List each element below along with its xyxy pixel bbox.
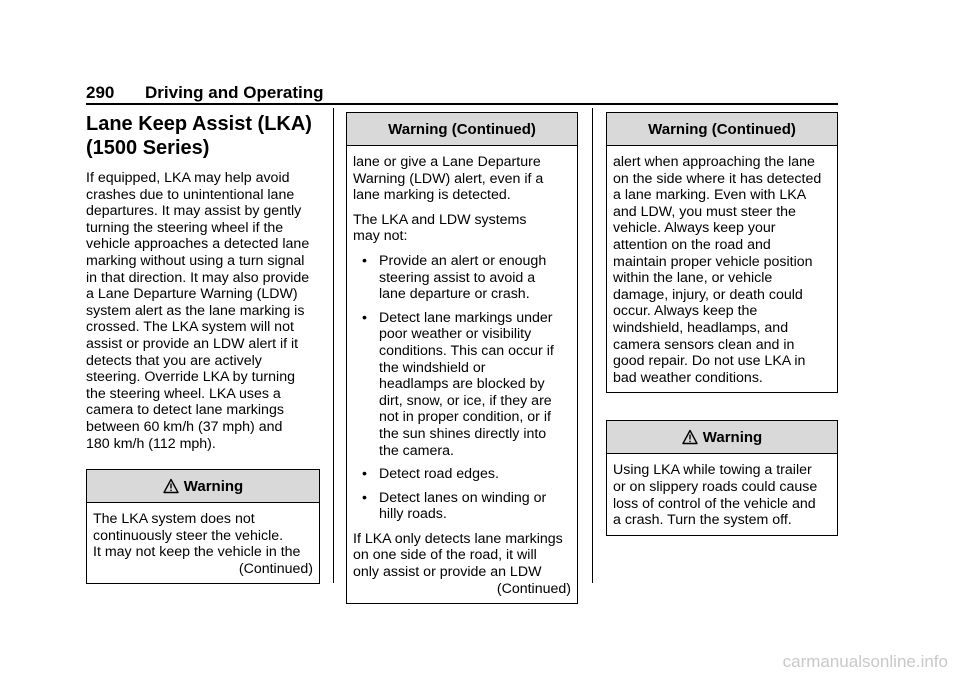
column-2	[346, 108, 578, 604]
section-title	[86, 112, 322, 160]
body-line: a Lane Departure Warning (LDW)	[86, 286, 298, 303]
bullet-glyph: •	[362, 252, 367, 269]
warning-line: vehicle. Always keep your	[613, 220, 776, 237]
warning-body	[607, 146, 837, 392]
bullet-glyph: •	[362, 309, 367, 326]
warning-line: damage, injury, or death could	[613, 286, 803, 303]
chapter-title: Driving and Operating	[145, 83, 324, 102]
body-line: between 60 km/h (37 mph) and	[86, 418, 283, 435]
warning-header	[607, 113, 837, 146]
body-line: camera to detect lane markings	[86, 402, 284, 419]
warning-line: may not:	[353, 228, 408, 245]
bullet-glyph: •	[362, 466, 367, 483]
body-line: vehicle approaches a detected lane	[86, 236, 310, 253]
bullet-line: lane departure or crash.	[379, 286, 530, 303]
bullet-line: the camera.	[379, 442, 454, 459]
section-title-line: (1500 Series)	[86, 137, 210, 159]
bullet-line: poor weather or visibility	[379, 326, 532, 343]
column-1	[86, 108, 322, 584]
warning-line: Using LKA while towing a trailer	[613, 462, 812, 479]
section-title-line: Lane Keep Assist (LKA)	[86, 113, 312, 135]
continued-label: (Continued)	[496, 580, 571, 597]
body-line: crashes due to unintentional lane	[86, 186, 295, 203]
warning-title: Warning	[183, 477, 244, 495]
section-body	[86, 170, 322, 452]
column-divider-1	[333, 108, 334, 583]
watermark-text: carmanualsonline.info	[782, 652, 948, 671]
body-line: system alert as the lane marking is	[86, 302, 305, 319]
bullet-line: not in proper condition, or if	[379, 409, 551, 426]
warning-line: If LKA only detects lane markings	[353, 530, 563, 547]
bullet-line: Detect lanes on winding or	[379, 489, 547, 506]
warning-line: continuously steer the vehicle.	[93, 527, 284, 544]
warning-line: occur. Always keep the	[613, 303, 758, 320]
warning-line: within the lane, or vehicle	[613, 270, 773, 287]
warning-header	[607, 421, 837, 454]
bullet-line: the sun shines directly into	[379, 425, 547, 442]
warning-title: Warning (Continued)	[388, 120, 536, 138]
body-line: If equipped, LKA may help avoid	[86, 170, 290, 186]
warning-body	[87, 503, 319, 583]
body-line: departures. It may assist by gently	[86, 203, 302, 220]
body-line: crossed. The LKA system will not	[86, 319, 294, 336]
body-line: detects that you are actively	[86, 352, 262, 369]
page-number: 290	[86, 83, 115, 102]
warning-line: windshield, headlamps, and	[613, 319, 789, 336]
warning-line: maintain proper vehicle position	[613, 253, 813, 270]
warning-line: only assist or provide an LDW	[353, 564, 542, 581]
warning-line: lane marking is detected.	[353, 187, 511, 204]
list-item	[353, 310, 571, 459]
body-line: turning the steering wheel if the	[86, 219, 284, 236]
column-3	[606, 108, 838, 536]
warning-line: on the side where it has detected	[613, 170, 822, 187]
warning-box-1	[86, 469, 320, 584]
list-item	[353, 466, 571, 483]
warning-line: a crash. Turn the system off.	[613, 512, 792, 529]
warning-body	[607, 454, 837, 534]
list-item	[353, 490, 571, 523]
warning-line: bad weather conditions.	[613, 369, 763, 386]
warning-paragraph	[353, 531, 571, 581]
bullet-line: steering assist to avoid a	[379, 269, 536, 286]
warning-line: The LKA system does not	[93, 511, 255, 528]
warning-line: loss of control of the vehicle and	[613, 495, 816, 512]
warning-line: or on slippery roads could cause	[613, 478, 818, 495]
warning-paragraph	[353, 212, 571, 245]
warning-triangle-icon	[682, 429, 698, 445]
bullet-line: Detect lane markings under	[379, 309, 553, 326]
warning-line: alert when approaching the lane	[613, 154, 815, 170]
bullet-line: headlamps are blocked by	[379, 376, 545, 393]
warning-box-3	[606, 112, 838, 393]
bullet-line: hilly roads.	[379, 506, 447, 523]
bullet-glyph: •	[362, 489, 367, 506]
bullet-line: Provide an alert or enough	[379, 252, 547, 269]
warning-body	[347, 146, 577, 603]
bullet-line: the windshield or	[379, 359, 486, 376]
body-line: in that direction. It may also provide	[86, 269, 310, 286]
warning-line: good repair. Do not use LKA in	[613, 353, 806, 370]
bullet-line: conditions. This can occur if	[379, 342, 554, 359]
warning-triangle-icon	[163, 478, 179, 494]
bullet-line: dirt, snow, or ice, if they are	[379, 392, 552, 409]
warning-bullet-list	[353, 253, 571, 523]
warning-header	[347, 113, 577, 146]
warning-paragraph	[353, 154, 571, 204]
body-line: steering. Override LKA by turning	[86, 369, 295, 386]
warning-line: Warning (LDW) alert, even if a	[353, 170, 544, 187]
warning-line: a lane marking. Even with LKA	[613, 187, 807, 204]
warning-box-4	[606, 420, 838, 535]
page-header	[86, 83, 838, 105]
body-line: marking without using a turn signal	[86, 252, 305, 269]
warning-title: Warning	[702, 428, 763, 446]
bullet-line: Detect road edges.	[379, 466, 499, 483]
column-divider-2	[592, 108, 593, 583]
continued-label: (Continued)	[238, 560, 313, 577]
warning-line: on one side of the road, it will	[353, 547, 537, 564]
warning-header	[87, 470, 319, 503]
warning-box-2	[346, 112, 578, 604]
warning-line: attention on the road and	[613, 236, 771, 253]
warning-line: camera sensors clean and in	[613, 336, 795, 353]
warning-title: Warning (Continued)	[648, 120, 796, 138]
body-line: assist or provide an LDW alert if it	[86, 335, 299, 352]
list-item	[353, 253, 571, 303]
warning-line: lane or give a Lane Departure	[353, 154, 541, 170]
warning-line: and LDW, you must steer the	[613, 203, 796, 220]
body-line: 180 km/h (112 mph).	[86, 435, 216, 452]
body-line: the steering wheel. LKA uses a	[86, 385, 281, 402]
warning-line: It may not keep the vehicle in the	[93, 544, 301, 561]
warning-line: The LKA and LDW systems	[353, 211, 527, 228]
header-rule	[86, 103, 838, 105]
